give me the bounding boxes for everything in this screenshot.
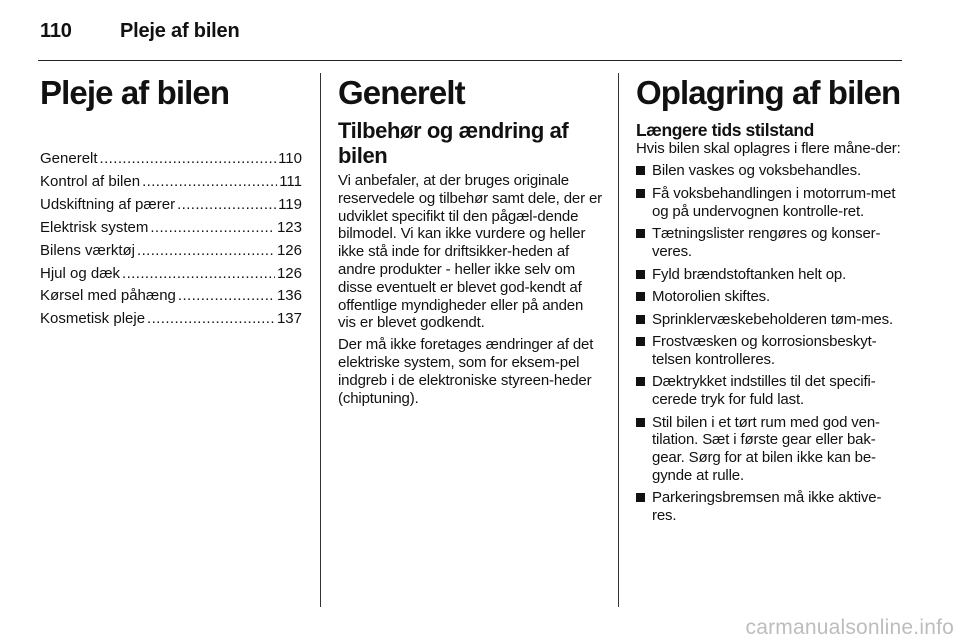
toc-entry[interactable] (40, 285, 302, 308)
body-paragraph: Der må ikke foretages ændringer af det elektriske system, som for eksem-pel indgreb i de elektroniske styreen-heder (chiptuning). (338, 336, 594, 407)
list-item-text: Tætningslister rengøres og konser-veres. (652, 225, 881, 261)
toc-entry-page: 126 (276, 241, 302, 259)
toc-entry-page: 136 (276, 287, 302, 305)
checklist (636, 162, 902, 525)
list-item (636, 185, 902, 221)
storage-section-column (636, 74, 902, 525)
square-bullet-icon (636, 229, 645, 238)
toc-entry[interactable] (40, 171, 302, 194)
toc-entry[interactable] (40, 263, 302, 286)
list-item (636, 311, 902, 329)
square-bullet-icon (636, 418, 645, 427)
toc-entry-page: 111 (279, 172, 302, 190)
running-title: Pleje af bilen (120, 20, 240, 42)
site-watermark: carmanualsonline.info (745, 616, 954, 639)
toc-leader-dots (150, 217, 275, 240)
header-rule (38, 60, 902, 61)
toc-entry-label: Udskiftning af pærer (40, 195, 176, 213)
toc-entry-label: Kørsel med påhæng (40, 287, 176, 305)
chapter-contents-column (40, 74, 302, 331)
column-divider-2 (618, 73, 619, 607)
toc-entry-page: 126 (276, 264, 302, 282)
page-number: 110 (40, 20, 72, 42)
toc-entry-label: Generelt (40, 150, 98, 167)
square-bullet-icon (636, 166, 645, 175)
toc-entry[interactable] (40, 240, 302, 263)
toc-entry[interactable] (40, 148, 302, 171)
toc-entry-label: Elektrisk system (40, 218, 149, 236)
toc-leader-dots (122, 263, 275, 286)
toc-entry-label: Kontrol af bilen (40, 172, 141, 190)
column-divider-1 (320, 73, 321, 607)
list-item-text: Frostvæsken og korrosionsbeskyt-telsen kontrolleres. (652, 332, 877, 368)
section-title: Generelt (338, 74, 465, 111)
toc-entry-label: Kosmetisk pleje (40, 310, 146, 328)
toc-leader-dots (177, 194, 276, 217)
list-item (636, 288, 902, 306)
list-item (636, 489, 902, 525)
toc-entry[interactable] (40, 308, 302, 331)
list-item (636, 373, 902, 409)
section-subtitle: Tilbehør og ændring af bilen (338, 118, 569, 168)
square-bullet-icon (636, 189, 645, 198)
toc-entry-label: Hjul og dæk (40, 264, 121, 282)
list-item (636, 414, 902, 485)
body-paragraph: Vi anbefaler, at der bruges originale reservedele og tilbehør samt dele, der er udviklet specifikt til den pågæl-dende bilmodel. Vi kan ikke vurdere og heller ikke stå inde for driftsikker-heden af andre produkter - heller ikke selv om disse eventuelt er blevet god-kendt af offentlige myndigheder eller på anden vis er blevet godkendt. (338, 172, 602, 332)
toc-entry-page: 123 (276, 218, 302, 236)
general-section-column (338, 74, 604, 407)
toc-entry-page: 137 (276, 310, 302, 328)
toc-leader-dots (142, 171, 277, 194)
list-item-text: Fyld brændstoftanken helt op. (652, 265, 847, 283)
section-title: Oplagring af bilen (636, 74, 901, 111)
toc-entry-page: 110 (278, 150, 302, 167)
square-bullet-icon (636, 337, 645, 346)
list-item (636, 162, 902, 180)
intro-paragraph: Hvis bilen skal oplagres i flere måne-der: (636, 140, 901, 157)
list-item-text: Stil bilen i et tørt rum med god ven-tilation. Sæt i første gear eller bak-gear. Sørg for at bilen ikke kan be-gynde at rulle. (652, 413, 880, 484)
toc-leader-dots (100, 148, 277, 171)
list-item-text: Dæktrykket indstilles til det specifi-cerede tryk for fuld last. (652, 373, 876, 409)
list-item-text: Motorolien skiftes. (652, 288, 771, 306)
toc-entry[interactable] (40, 194, 302, 217)
toc-leader-dots (147, 308, 275, 331)
list-item (636, 225, 902, 261)
chapter-title: Pleje af bilen (40, 74, 230, 111)
toc-leader-dots (178, 285, 275, 308)
list-item (636, 333, 902, 369)
table-of-contents (40, 148, 302, 331)
list-item-text: Parkeringsbremsen må ikke aktive-res. (652, 489, 882, 525)
square-bullet-icon (636, 270, 645, 279)
square-bullet-icon (636, 315, 645, 324)
list-item-text: Bilen vaskes og voksbehandles. (652, 162, 861, 180)
square-bullet-icon (636, 493, 645, 502)
section-subheading: Længere tids stilstand (636, 120, 814, 140)
toc-entry[interactable] (40, 217, 302, 240)
list-item-text: Sprinklervæskebeholderen tøm-mes. (652, 310, 893, 328)
square-bullet-icon (636, 377, 645, 386)
toc-entry-page: 119 (278, 195, 302, 213)
square-bullet-icon (636, 292, 645, 301)
list-item-text: Få voksbehandlingen i motorrum-met og på undervognen kontrolle-ret. (652, 184, 896, 220)
toc-entry-label: Bilens værktøj (40, 241, 136, 259)
list-item (636, 266, 902, 284)
toc-leader-dots (137, 240, 275, 263)
